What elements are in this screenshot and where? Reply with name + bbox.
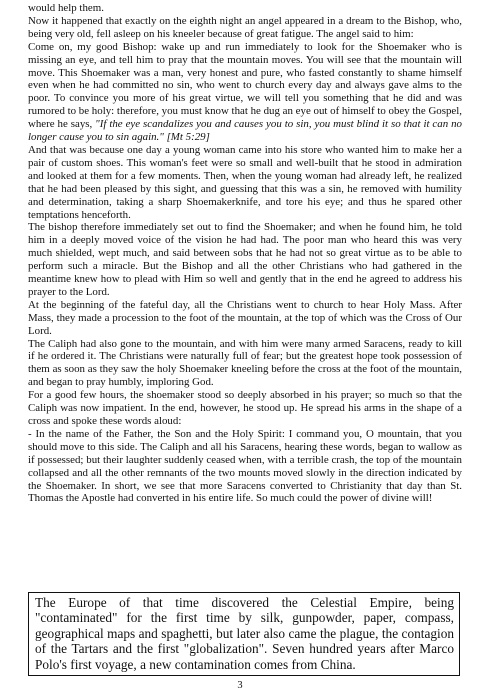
paragraph: would help them. (28, 2, 104, 14)
body-text (28, 2, 462, 505)
page-number: 3 (237, 680, 243, 691)
paragraph: Now it happened that exactly on the eighth night an angel appeared in a dream to the Bishop, who, being very old, fell asleep on his kneeler because of great fatigue. The angel said to him: (28, 14, 462, 40)
paragraph-with-quote (28, 41, 462, 144)
paragraph: At the beginning of the fateful day, all the Christians went to church to hear Holy Mass. After Mass, they made a procession to the foot of the mountain, at the top of which was the Cross of Our Lord. (28, 298, 462, 337)
paragraph: The bishop therefore immediately set out to find the Shoemaker; and when he found him, he told him in a deeply moved voice of the vision he had had. The poor man who heard this was very much shielded, wept much, and said between sobs that he had not so great virtue as to be able to perform such a miracle. But the Bishop and all the other Christians who had gathered in the meantime knew how to plead with Him so well and gently that in the end he agreed to address his prayer to the Lord. (28, 221, 462, 298)
paragraph: - In the name of the Father, the Son and the Holy Spirit: I command you, O mountain, that you should move to this side. The Caliph and all his Saracens, hearing these words, began to wallow as if possessed; but their laughter suddenly ceased when, with a terrible crash, the top of the mountain collapsed and all the other remnants of the two mounts moved slowly in the direction indicated by the Shoemaker. In short, we see that more Saracens converted to Christianity that day than St. Thomas the Apostle had converted in his entire life. So much could the power of divine will! (28, 427, 462, 505)
paragraph: For a good few hours, the shoemaker stood so deeply absorbed in his prayer; so much so that the Caliph was now impatient. In the end, however, he stood up. He spread his arms in the shape of a cross and spoke these words aloud: (28, 389, 462, 427)
paragraph: The Caliph had also gone to the mountain, and with him were many armed Saracens, ready to kill if he ordered it. The Christians were naturally full of fear; but the greatest hope took possession of them as soon as they saw the holy Shoemaker kneeling before the cross at the foot of the mountain, and began to pray humbly, imploring God. (28, 337, 462, 389)
paragraph-text: Come on, my good Bishop: wake up and run immediately to look for the Shoemaker who is missing an eye, and tell him to pray that the mountain moves. You will see that the mountain will move. This Shoemaker was a man, very honest and pure, who fasted constantly to shame himself even when he had committed no sin, who went to church every day and always gave alms to the poor. To convince you more of his great virtue, we will tell you something that he did and was rumored to be holy: therefore, you must know that he dug an eye out of himself to obey the Gospel, where he says, (28, 40, 463, 131)
paragraph: And that was because one day a young woman came into his store who wanted him to make her a pair of custom shoes. This woman's feet were so small and well-built that he stood in admiration and looked at them for a few moments. Then, when the young woman had already left, he realized that he had been pleased by this sight, and guessing that this was a sin, he removed with humility and determination, taking a sharp Shoemakerknife, and tore his eye; and thus he spared other temptations henceforth. (28, 143, 462, 221)
boxed-note: The Europe of that time discovered the Celestial Empire, being "contaminated" for the first time by silk, gunpowder, paper, compass, geographical maps and spaghetti, but later also came the plague, the contagion of the Tartars and the first "globalization". Seven hundred years after Marco Polo's first voyage, a new contamination comes from China. (28, 592, 460, 676)
gospel-quote: "If the eye scandalizes you and causes you to sin, you must blind it so that it can no longer cause you to sin again." [Mt 5:29] (28, 118, 462, 144)
